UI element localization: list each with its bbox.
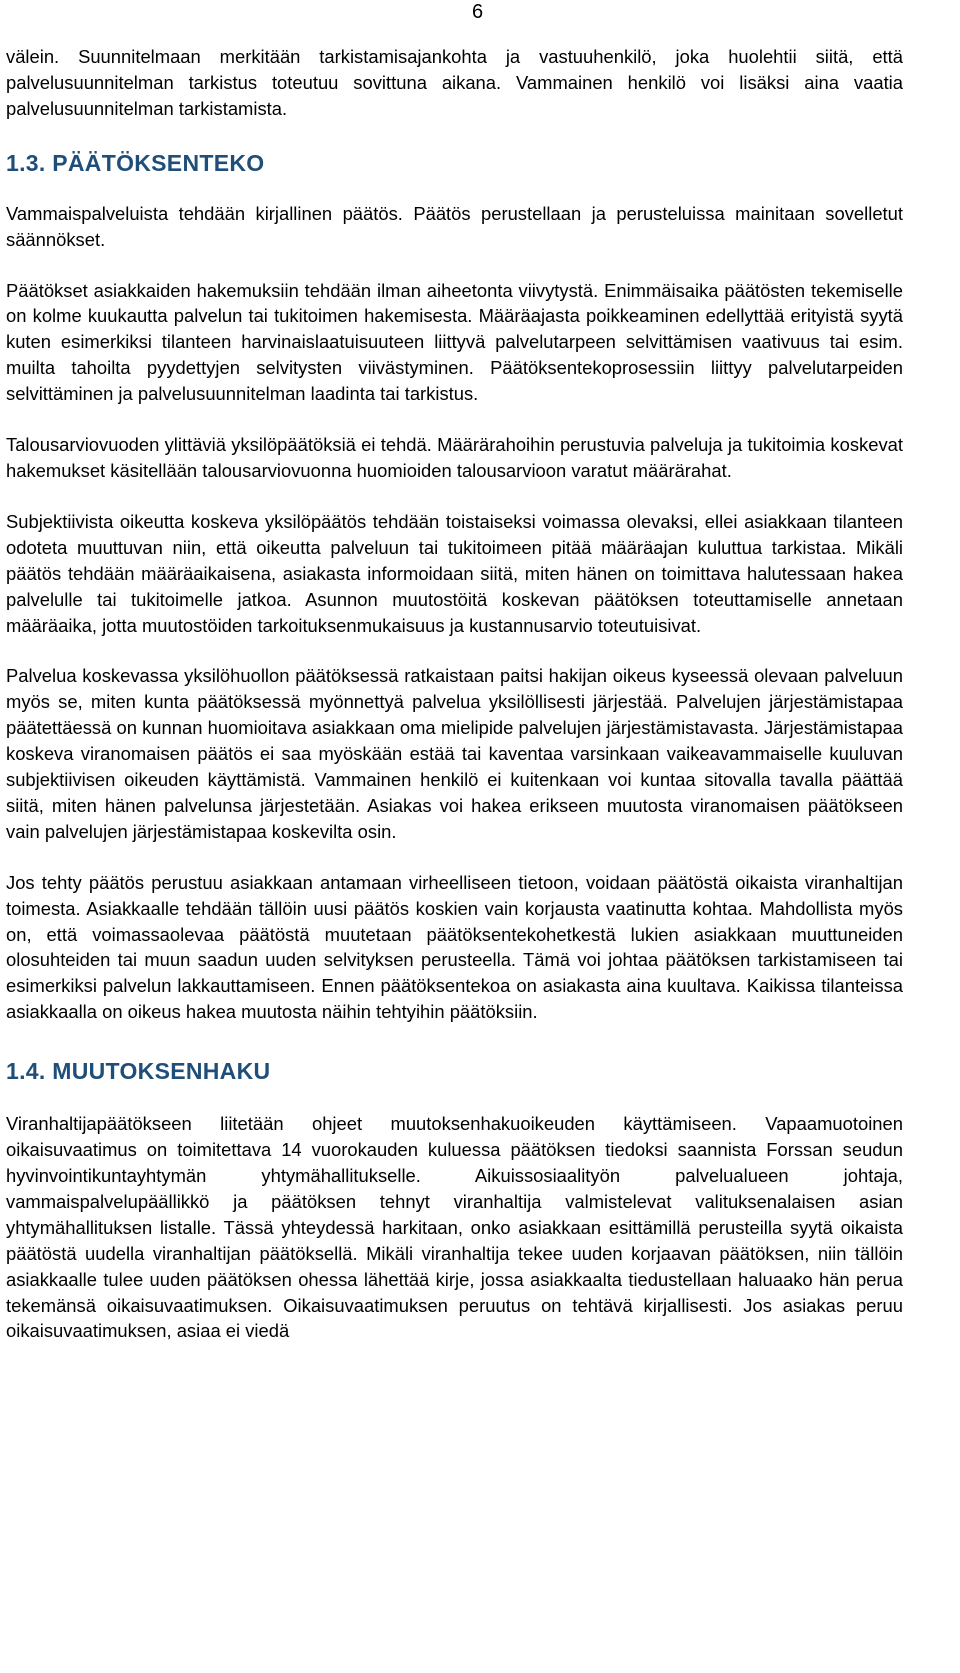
intro-paragraph: välein. Suunnitelmaan merkitään tarkistamisajankohta ja vastuuhenkilö, joka huolehtii siitä, että palvelusuunnitelman tarkistus toteutuu sovittuna aikana. Vammainen henkilö voi lisäksi aina vaatia palvelusuunnitelman tarkistamista. [6,46,903,119]
paragraph-decision-timing: Päätökset asiakkaiden hakemuksiin tehdään ilman aiheetonta viivytystä. Enimmäisaika päätösten tekemiselle on kolme kuukautta palvelun tai tukitoimen hakemisesta. Määräajasta poikkeaminen edellyttää erityistä syytä kuten esimerkiksi tilanteen harvinaislaatuisuuteen liittyvä palvelutarpeen selvittämisen vaativuus tai esim. muilta tahoilta pyydettyjen selvitysten viivästyminen. Päätöksentekoprosessiin liittyy palvelutarpeiden selvittäminen ja palvelusuunnitelman laadinta tai tarkistus. [6,279,903,405]
paragraph-appeal-instructions: Viranhaltijapäätökseen liitetään ohjeet muutoksenhakuoikeuden käyttämiseen. Vapaamuotoinen oikaisuvaatimus on toimitettava 14 vuorokauden kuluessa päätöksen tiedoksi saannista Forssan seudun hyvinvointikuntayhtymän yhtymähallitukselle. Aikuissosiaalityön palvelualueen johtaja, vammaispalvelupäällikkö ja päätöksen tehnyt viranhaltija valmistelevat valituksenalaisen asian yhtymähallituksen listalle. Tässä yhteydessä harkitaan, onko asiakkaan esittämillä perusteilla syytä oikaista päätöstä uudella viranhaltijan päätöksellä. Mikäli viranhaltija tekee uuden korjaavan päätöksen, niin tällöin asiakkaalle tulee uuden päätöksen ohessa lähettää kirje, jossa asiakkaalta tiedustellaan haluaako hän perua tekemänsä oikaisuvaatimuksen. Oikaisuvaatimuksen peruutus on tehtävä kirjallisesti. Jos asiakas peruu oikaisuvaatimuksen, asiaa ei viedä [6,1113,903,1342]
section-heading-paatoksenteko: 1.3. PÄÄTÖKSENTEKO [6,149,265,176]
paragraph-decision-correction: Jos tehty päätös perustuu asiakkaan antamaan virheelliseen tietoon, voidaan päätöstä oikaista viranhaltijan toimesta. Asiakkaalle tehdään tällöin uusi päätös koskien vain korjausta vaatinutta kohtaa. Mahdollista myös on, että voimassaolevaa päätöstä muutetaan päätöksentekohetkestä lukien asiakkaan muuttuneiden olosuhteiden tai muun saadun uuden selvityksen perusteella. Tämä voi johtaa päätöksen tarkistamiseen tai esimerkiksi palvelun lakkauttamiseen. Ennen päätöksentekoa on asiakasta aina kuultava. Kaikissa tilanteissa asiakkaalla on oikeus hakea muutosta näihin tehtyihin päätöksiin. [6,871,903,1023]
section-heading-muutoksenhaku: 1.4. MUUTOKSENHAKU [6,1058,271,1085]
page-number: 6 [472,1,484,23]
paragraph-written-decision: Vammaispalveluista tehdään kirjallinen päätös. Päätös perustellaan ja perusteluissa mainitaan sovelletut säännökset. [6,202,903,250]
paragraph-service-arrangement: Palvelua koskevassa yksilöhuollon päätöksessä ratkaistaan paitsi hakijan oikeus kyseessä olevaan palveluun myös se, miten kunta päätöksessä myönnettyä palvelua yksilöllisesti järjestää. Palvelujen järjestämistapaa päätettäessä on kunnan huomioitava asiakkaan oma mielipide palvelujen järjestämistavasta. Järjestämistapaa koskeva viranomaisen päätös ei saa myöskään estää tai kaventaa varsinkaan vaikeavammaiselle kuuluvan subjektiivisen oikeuden käyttämistä. Vammainen henkilö ei kuitenkaan voi kuntaa sitovalla tavalla päättää siitä, miten hänen palvelunsa järjestetään. Asiakas voi hakea erikseen muutosta viranomaisen päätökseen vain palvelujen järjestämistapaa koskevilta osin. [6,665,903,842]
document-body [6,44,903,1344]
paragraph-subjective-right: Subjektiivista oikeutta koskeva yksilöpäätös tehdään toistaiseksi voimassa olevaksi, ellei asiakkaan tilanteen odoteta muuttuvan niin, että oikeutta palveluun tai tukitoimeen pitää määräajan kuluttua tarkistaa. Mikäli päätös tehdään määräaikaisena, asiakasta informoidaan siitä, miten hänen on toimittava halutessaan hakea palvelulle tai tukitoimelle jatkoa. Asunnon muutostöitä koskevan päätöksen toteuttamiselle annetaan määräaika, jotta muutostöiden tarkoituksenmukaisuus ja kustannusarvio toteutuisivat. [6,510,903,636]
paragraph-budget-year: Talousarviovuoden ylittäviä yksilöpäätöksiä ei tehdä. Määrärahoihin perustuvia palveluja ja tukitoimia koskevat hakemukset käsitellään talousarviovuonna huomioiden talousarvioon varatut määrärahat. [6,434,903,481]
